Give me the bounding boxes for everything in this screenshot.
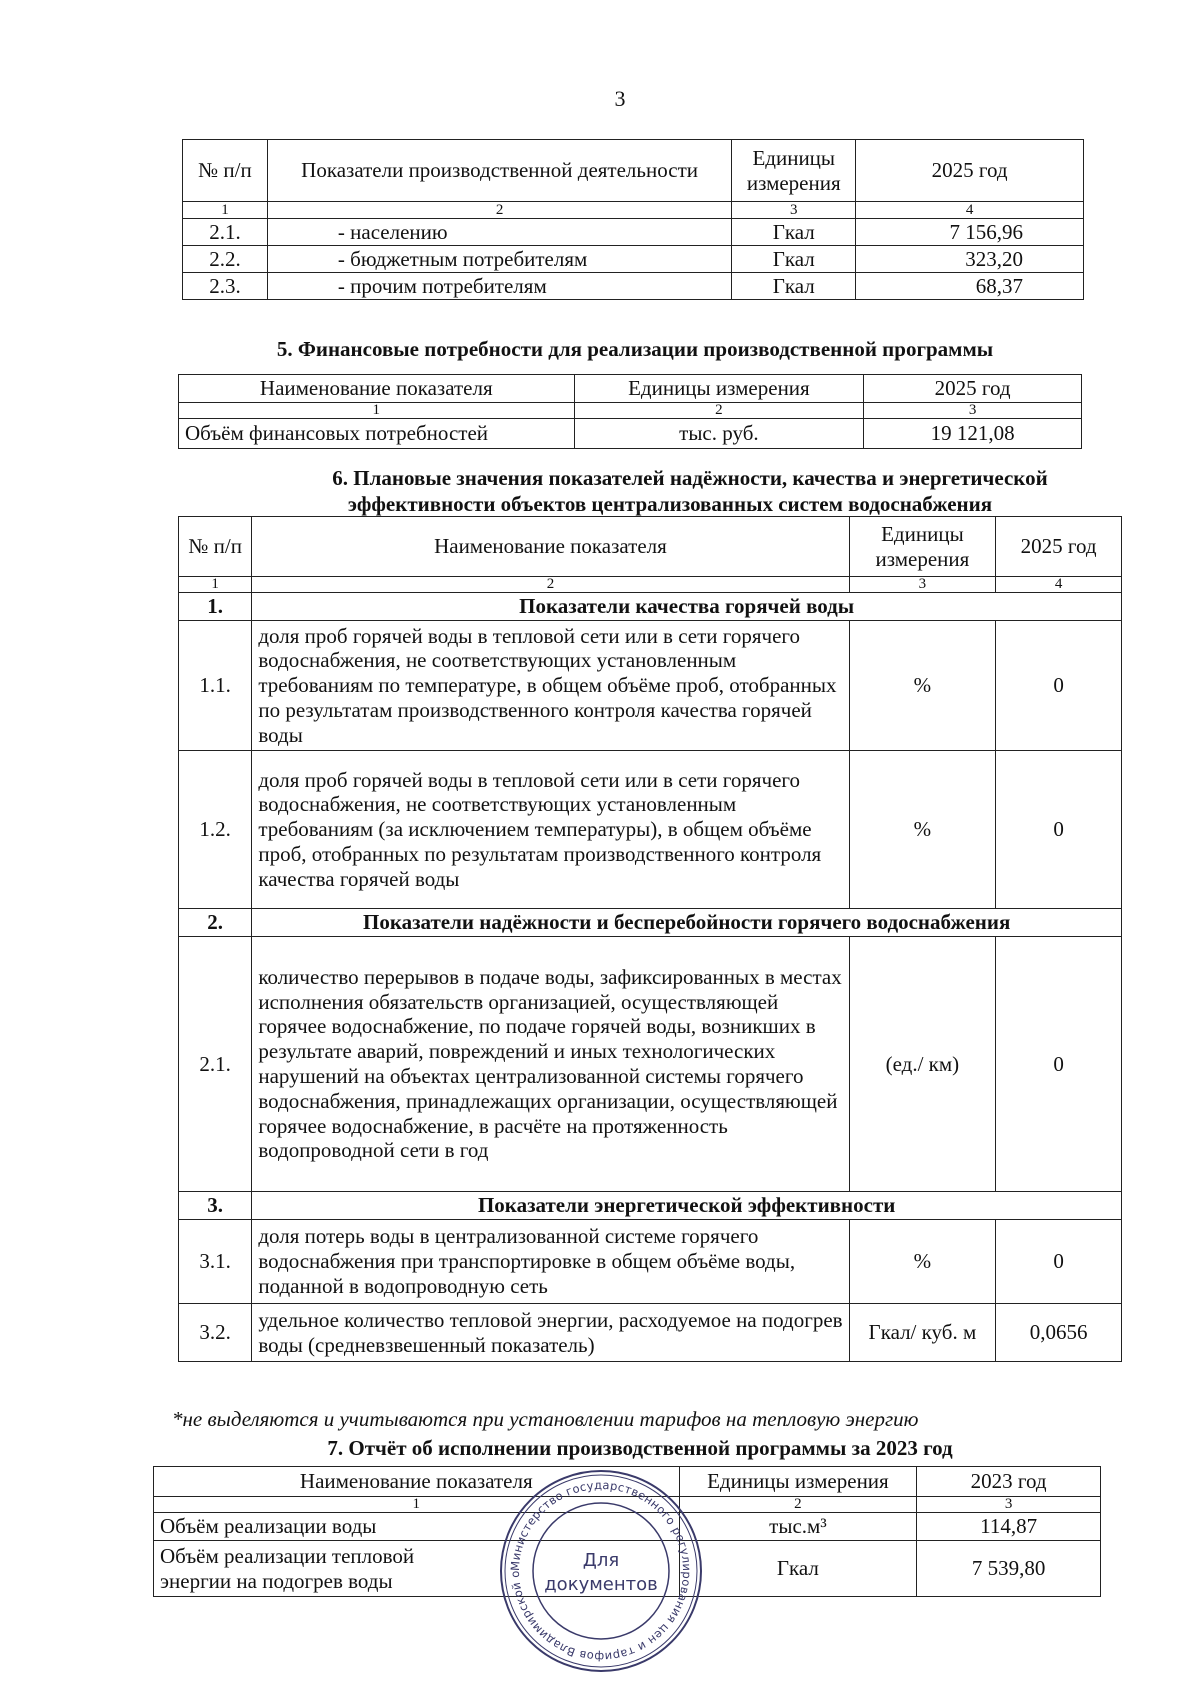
col-number: 1 bbox=[183, 202, 268, 219]
row-num: 2.3. bbox=[183, 273, 268, 300]
col-number: 3 bbox=[732, 202, 856, 219]
header-unit: Единицы измерения bbox=[732, 140, 856, 202]
group-title: Показатели качества горячей воды bbox=[252, 593, 1122, 621]
header-year: 2025 год bbox=[864, 375, 1082, 403]
header-num: № п/п bbox=[179, 517, 252, 577]
col-number: 1 bbox=[154, 1497, 680, 1513]
col-number: 2 bbox=[267, 202, 731, 219]
footnote: *не выделяются и учитываются при установлении тарифов на тепловую энергию bbox=[172, 1407, 919, 1431]
col-number: 2 bbox=[252, 577, 849, 593]
group-row bbox=[179, 1192, 1122, 1220]
row-unit: Гкал bbox=[679, 1541, 917, 1597]
table-row bbox=[179, 621, 1122, 751]
row-name: - прочим потребителям bbox=[267, 273, 731, 300]
group-row bbox=[179, 909, 1122, 937]
table-row bbox=[183, 273, 1084, 300]
row-unit: тыс. руб. bbox=[574, 419, 864, 449]
row-value: 0 bbox=[996, 621, 1122, 751]
row-unit: % bbox=[849, 621, 996, 751]
stamp-ring-text: Министерство государственного регулирования цен и тарифов Владимирской о bbox=[507, 1477, 695, 1665]
section5-title: 5. Финансовые потребности для реализации производственной программы bbox=[276, 337, 994, 361]
row-value: 68,37 bbox=[856, 273, 1084, 300]
header-unit: Единицы измерения bbox=[574, 375, 864, 403]
group-title: Показатели энергетической эффективности bbox=[252, 1192, 1122, 1220]
reliability-quality-table bbox=[178, 516, 1122, 1362]
row-value: 7 539,80 bbox=[917, 1541, 1101, 1597]
header-name: Наименование показателя bbox=[179, 375, 575, 403]
row-unit: Гкал/ куб. м bbox=[849, 1304, 996, 1362]
row-unit: Гкал bbox=[732, 219, 856, 246]
header-name: Наименование показателя bbox=[252, 517, 849, 577]
row-unit: % bbox=[849, 751, 996, 909]
header-unit: Единицы измерения bbox=[849, 517, 996, 577]
row-value: 114,87 bbox=[917, 1513, 1101, 1541]
section7-title: 7. Отчёт об исполнении производственной программы за 2023 год bbox=[327, 1436, 953, 1460]
row-num: 2.1. bbox=[183, 219, 268, 246]
row-unit: Гкал bbox=[732, 246, 856, 273]
row-unit: (ед./ км) bbox=[849, 937, 996, 1192]
header-year: 2025 год bbox=[996, 517, 1122, 577]
production-indicators-table bbox=[182, 139, 1084, 300]
table-row bbox=[183, 219, 1084, 246]
row-num: 1.1. bbox=[179, 621, 252, 751]
section6-title-line1: 6. Плановые значения показателей надёжности, качества и энергетической bbox=[332, 466, 1048, 490]
row-name: Объём финансовых потребностей bbox=[179, 419, 575, 449]
header-unit: Единицы измерения bbox=[679, 1467, 917, 1497]
row-unit: % bbox=[849, 1220, 996, 1304]
row-unit: тыс.м³ bbox=[679, 1513, 917, 1541]
table-row bbox=[179, 937, 1122, 1192]
row-name: удельное количество тепловой энергии, расходуемое на подогрев воды (средневзвешенный показатель) bbox=[252, 1304, 849, 1362]
row-name: - населению bbox=[267, 219, 731, 246]
row-value: 7 156,96 bbox=[856, 219, 1084, 246]
header-year: 2023 год bbox=[917, 1467, 1101, 1497]
group-title: Показатели надёжности и бесперебойности горячего водоснабжения bbox=[252, 909, 1122, 937]
row-name: Объём реализации воды bbox=[154, 1513, 680, 1541]
col-number: 2 bbox=[574, 403, 864, 419]
row-value: 19 121,08 bbox=[864, 419, 1082, 449]
row-name: доля проб горячей воды в тепловой сети или в сети горячего водоснабжения, не соответствующих установленным требованиям (за исключением температуры), в общем объёме проб, отобранных по результатам производственного контроля качества горячей воды bbox=[252, 751, 849, 909]
col-number: 3 bbox=[917, 1497, 1101, 1513]
table-row bbox=[183, 246, 1084, 273]
table-row bbox=[179, 1304, 1122, 1362]
header-name: Наименование показателя bbox=[154, 1467, 680, 1497]
row-value: 0,0656 bbox=[996, 1304, 1122, 1362]
row-name: - бюджетным потребителям bbox=[267, 246, 731, 273]
col-number: 1 bbox=[179, 577, 252, 593]
header-num: № п/п bbox=[183, 140, 268, 202]
row-name: доля проб горячей воды в тепловой сети или в сети горячего водоснабжения, не соответствующих установленным требованиям по температуре, в общем объёме проб, отобранных по результатам производственного контроля качества горячей воды bbox=[252, 621, 849, 751]
col-number: 4 bbox=[856, 202, 1084, 219]
stamp-center-line2: документов bbox=[544, 1574, 658, 1595]
row-num: 2.2. bbox=[183, 246, 268, 273]
col-number: 1 bbox=[179, 403, 575, 419]
row-value: 0 bbox=[996, 751, 1122, 909]
row-num: 3.1. bbox=[179, 1220, 252, 1304]
row-num: 1.2. bbox=[179, 751, 252, 909]
col-number: 3 bbox=[849, 577, 996, 593]
row-unit: Гкал bbox=[732, 273, 856, 300]
col-number: 3 bbox=[864, 403, 1082, 419]
page-number: 3 bbox=[614, 86, 626, 111]
col-number: 4 bbox=[996, 577, 1122, 593]
section6-title-line2: эффективности объектов централизованных систем водоснабжения bbox=[347, 492, 993, 516]
row-num: 3.2. bbox=[179, 1304, 252, 1362]
row-value: 0 bbox=[996, 1220, 1122, 1304]
row-name: количество перерывов в подаче воды, зафиксированных в местах исполнения обязательств организацией, осуществляющей горячее водоснабжение, по подаче горячей воды, возникших в результате аварий, повреждений и иных технологических нарушений на объектах централизованной системы горячего водоснабжения, принадлежащих организации, осуществляющей горячее водоснабжение, в расчёте на протяженность водопроводной сети в год bbox=[252, 937, 849, 1192]
header-indicator: Показатели производственной деятельности bbox=[267, 140, 731, 202]
row-name: Объём реализации тепловой энергии на подогрев воды bbox=[154, 1541, 680, 1597]
table-row bbox=[179, 751, 1122, 909]
stamp-center-line1: Для bbox=[582, 1550, 620, 1571]
row-value: 323,20 bbox=[856, 246, 1084, 273]
header-year: 2025 год bbox=[856, 140, 1084, 202]
table-row bbox=[179, 1220, 1122, 1304]
row-value: 0 bbox=[996, 937, 1122, 1192]
financial-needs-table bbox=[178, 374, 1082, 449]
row-num: 2.1. bbox=[179, 937, 252, 1192]
group-num: 2. bbox=[179, 909, 252, 937]
row-name: доля потерь воды в централизованной системе горячего водоснабжения при транспортировке в общем объёме воды, поданной в водопроводную сеть bbox=[252, 1220, 849, 1304]
col-number: 2 bbox=[679, 1497, 917, 1513]
group-num: 1. bbox=[179, 593, 252, 621]
official-stamp bbox=[496, 1466, 706, 1676]
group-num: 3. bbox=[179, 1192, 252, 1220]
table-row bbox=[179, 419, 1082, 449]
stamp-seal-icon bbox=[496, 1466, 706, 1676]
group-row bbox=[179, 593, 1122, 621]
